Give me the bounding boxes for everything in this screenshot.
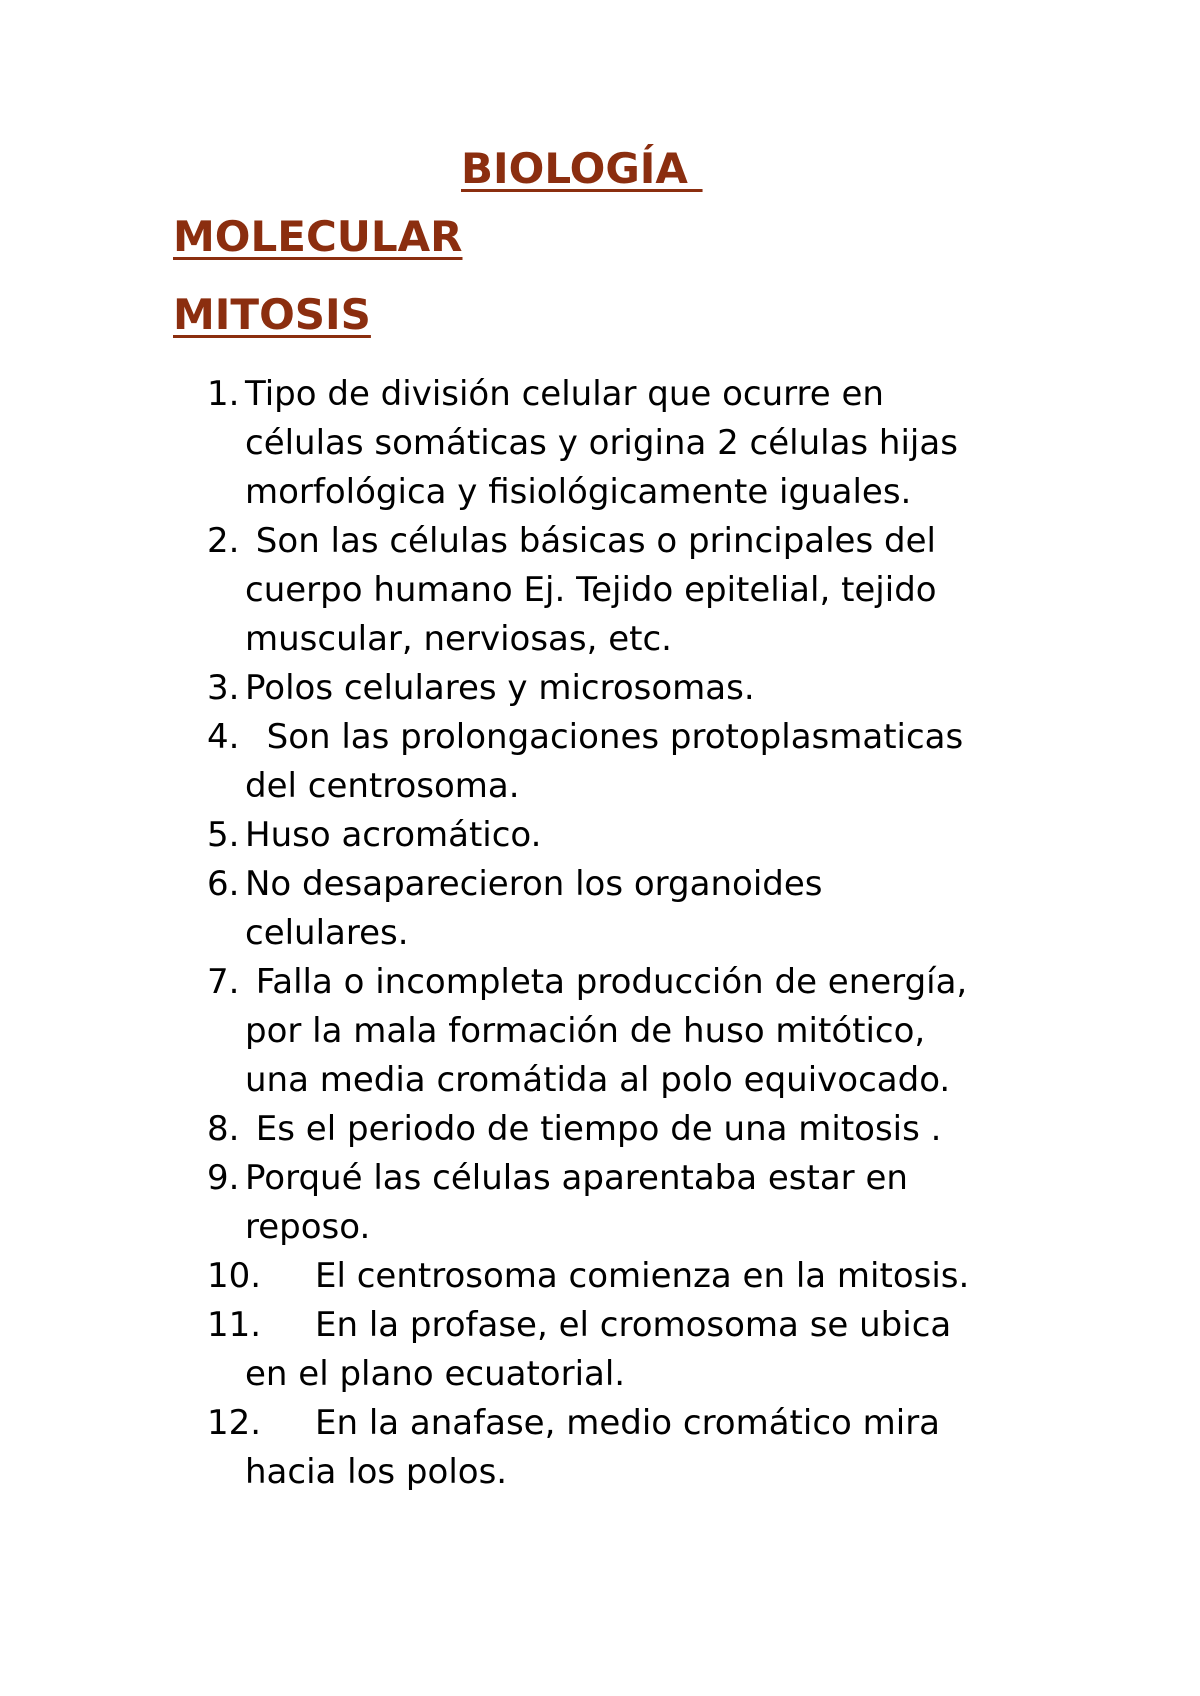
answer-line: Porqué las células aparentaba estar en: [245, 1158, 908, 1198]
answer-line: No desaparecieron los organoides: [245, 864, 823, 904]
answer-number: 4.: [207, 717, 240, 757]
answer-line: celulares.: [245, 913, 409, 953]
answer-line: hacia los polos.: [245, 1452, 508, 1492]
answer-line: El centrosoma comienza en la mitosis.: [315, 1256, 970, 1296]
answer-line: una media cromátida al polo equivocado.: [245, 1060, 951, 1100]
answer-line: Huso acromático.: [245, 815, 542, 855]
answer-number: 8.: [207, 1109, 240, 1149]
answer-number: 9.: [207, 1158, 240, 1198]
answer-number: 11.: [207, 1305, 262, 1345]
answer-number: 1.: [207, 374, 240, 414]
answer-line: Polos celulares y microsomas.: [245, 668, 755, 708]
answer-line: Tipo de división celular que ocurre en: [245, 374, 884, 414]
answer-number: 7.: [207, 962, 240, 1002]
answer-number: 12.: [207, 1403, 262, 1443]
answer-line: Es el periodo de tiempo de una mitosis .: [245, 1109, 942, 1149]
answer-line: células somáticas y origina 2 células hijas: [245, 423, 958, 463]
section-title-mitosis: MITOSIS: [173, 290, 371, 339]
title-biologia: BIOLOGÍA: [461, 144, 703, 193]
answer-line: Son las células básicas o principales del: [245, 521, 936, 561]
answer-number: 3.: [207, 668, 240, 708]
answer-number: 6.: [207, 864, 240, 904]
answer-line: morfológica y fisiológicamente iguales.: [245, 472, 912, 512]
answer-number: 2.: [207, 521, 240, 561]
answer-line: muscular, nerviosas, etc.: [245, 619, 672, 659]
answer-line: del centrosoma.: [245, 766, 520, 806]
answer-line: En la profase, el cromosoma se ubica: [315, 1305, 952, 1345]
answer-number: 10.: [207, 1256, 262, 1296]
answer-line: En la anafase, medio cromático mira: [315, 1403, 941, 1443]
answer-line: en el plano ecuatorial.: [245, 1354, 626, 1394]
answer-number: 5.: [207, 815, 240, 855]
answer-line: reposo.: [245, 1207, 371, 1247]
answer-line: por la mala formación de huso mitótico,: [245, 1011, 926, 1051]
answer-line: cuerpo humano Ej. Tejido epitelial, tejido: [245, 570, 937, 610]
answer-line: Falla o incompleta producción de energía,: [245, 962, 968, 1002]
title-molecular: MOLECULAR: [173, 212, 463, 261]
answer-line: Son las prolongaciones protoplasmaticas: [245, 717, 964, 757]
